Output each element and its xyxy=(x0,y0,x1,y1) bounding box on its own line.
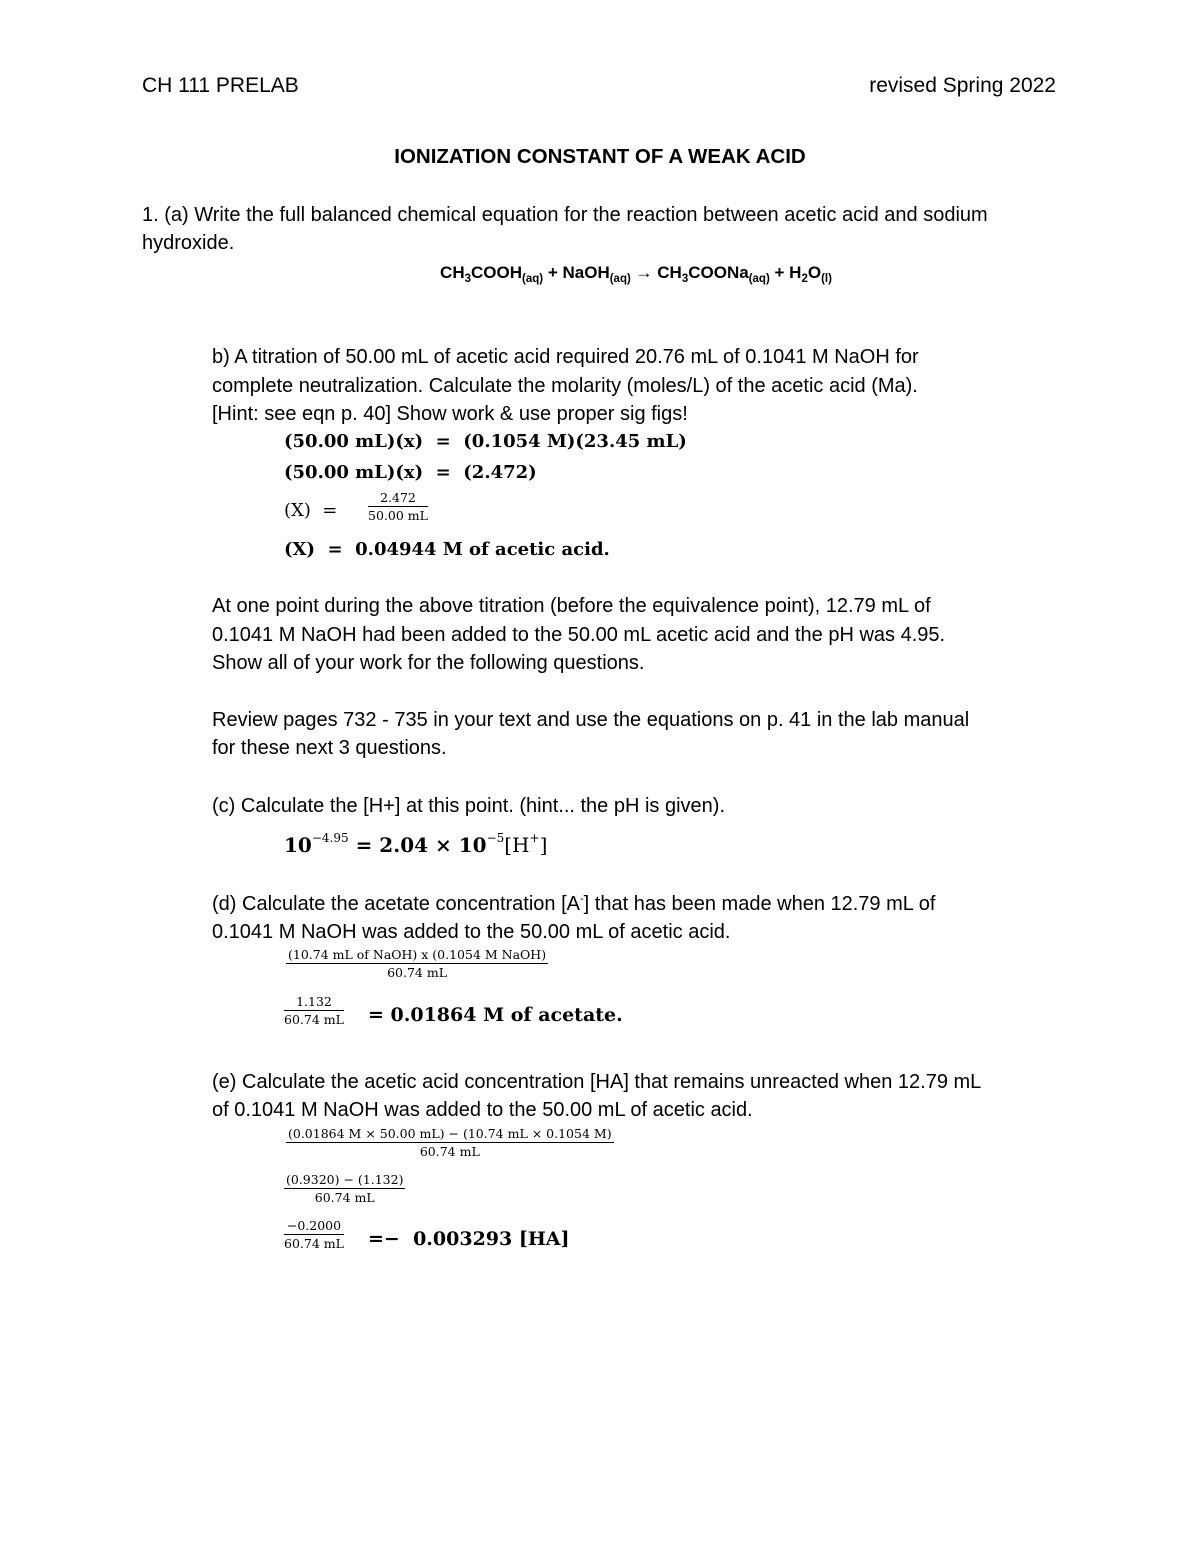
review-line1: Review pages 732 - 735 in your text and use the equations on p. 41 in the lab manual xyxy=(212,709,970,731)
q1e-prompt-line1: (e) Calculate the acetic acid concentration [HA] that remains unreacted when 12.79 mL xyxy=(212,1071,982,1093)
balanced-equation: $CH_3COOH_{(aq)}$ + NaOH$_{(aq)}$ → $CH_3COONa_{(aq)} + H_2O_{(l)}$ xyxy=(440,263,832,285)
q1e-prompt-line2: of 0.1041 M NaOH was added to the 50.00 mL of acetic acid. xyxy=(212,1099,753,1121)
header-revision: revised Spring 2022 xyxy=(869,74,1056,97)
q1b-work-step1: (50.00 mL)(x) = (0.1054 M)(23.45 mL) xyxy=(284,431,687,452)
q1b-work-step3-fraction xyxy=(368,490,428,523)
context-line1: At one point during the above titration (before the equivalence point), 12.79 mL of xyxy=(212,595,931,617)
q1b-prompt-line2: complete neutralization. Calculate the molarity (moles/L) of the acetic acid (Ma). xyxy=(212,375,918,397)
q1a-prompt-line1: 1. (a) Write the full balanced chemical equation for the reaction between acetic acid and sodium xyxy=(142,204,988,226)
q1e-fraction2 xyxy=(284,1172,405,1205)
q1c-prompt: (c) Calculate the [H+] at this point. (hint... the pH is given). xyxy=(212,795,726,817)
q1e-result: =− 0.003293 [HA] xyxy=(368,1228,570,1250)
fraction-numerator: 1.132 xyxy=(284,994,344,1011)
q1d-fraction2 xyxy=(284,994,344,1027)
q1d-prompt-line2: 0.1041 M NaOH was added to the 50.00 mL of acetic acid. xyxy=(212,921,731,943)
review-line2: for these next 3 questions. xyxy=(212,737,447,759)
document-title: IONIZATION CONSTANT OF A WEAK ACID xyxy=(394,145,806,168)
fraction-denominator: 60.74 mL xyxy=(314,1190,375,1205)
fraction-denominator: 60.74 mL xyxy=(387,965,447,980)
fraction-numerator: (10.74 mL of NaOH) x (0.1054 M NaOH) xyxy=(288,947,547,962)
q1e-fraction3 xyxy=(284,1218,344,1251)
fraction-numerator: 2.472 xyxy=(368,490,428,507)
q1d-fraction1 xyxy=(286,947,548,980)
fraction-numerator: (0.01864 M × 50.00 mL) − (10.74 mL × 0.1054 M) xyxy=(288,1126,612,1141)
q1c-answer: $10^{-4.95} = 2.04 \times 10^{-5}[H^+]$ xyxy=(284,831,548,857)
fraction-denominator: 60.74 mL xyxy=(284,1012,344,1027)
fraction-denominator: 50.00 mL xyxy=(368,508,428,523)
fraction-denominator: 60.74 mL xyxy=(419,1144,480,1159)
q1e-fraction1 xyxy=(286,1126,614,1159)
q1a-prompt-line2: hydroxide. xyxy=(142,232,235,254)
q1b-result: (X) = 0.04944 M of acetic acid. xyxy=(284,539,610,560)
context-line2: 0.1041 M NaOH had been added to the 50.00 mL acetic acid and the pH was 4.95. xyxy=(212,624,946,646)
fraction-denominator: 60.74 mL xyxy=(284,1236,344,1251)
q1b-work-step3-lhs: (X) = xyxy=(284,500,338,521)
header-course: CH 111 PRELAB xyxy=(142,74,299,97)
context-line3: Show all of your work for the following questions. xyxy=(212,652,645,674)
q1b-prompt-line3: [Hint: see eqn p. 40] Show work & use proper sig figs! xyxy=(212,403,688,425)
q1d-result: = 0.01864 M of acetate. xyxy=(368,1004,623,1026)
q1d-prompt-line1: (d) Calculate the acetate concentration [A-] that has been made when 12.79 mL of xyxy=(212,893,936,915)
q1b-prompt-line1: b) A titration of 50.00 mL of acetic acid required 20.76 mL of 0.1041 M NaOH for xyxy=(212,346,919,368)
q1b-work-step2: (50.00 mL)(x) = (2.472) xyxy=(284,462,537,483)
fraction-numerator: (0.9320) − (1.132) xyxy=(286,1172,404,1187)
fraction-numerator: −0.2000 xyxy=(284,1218,344,1235)
